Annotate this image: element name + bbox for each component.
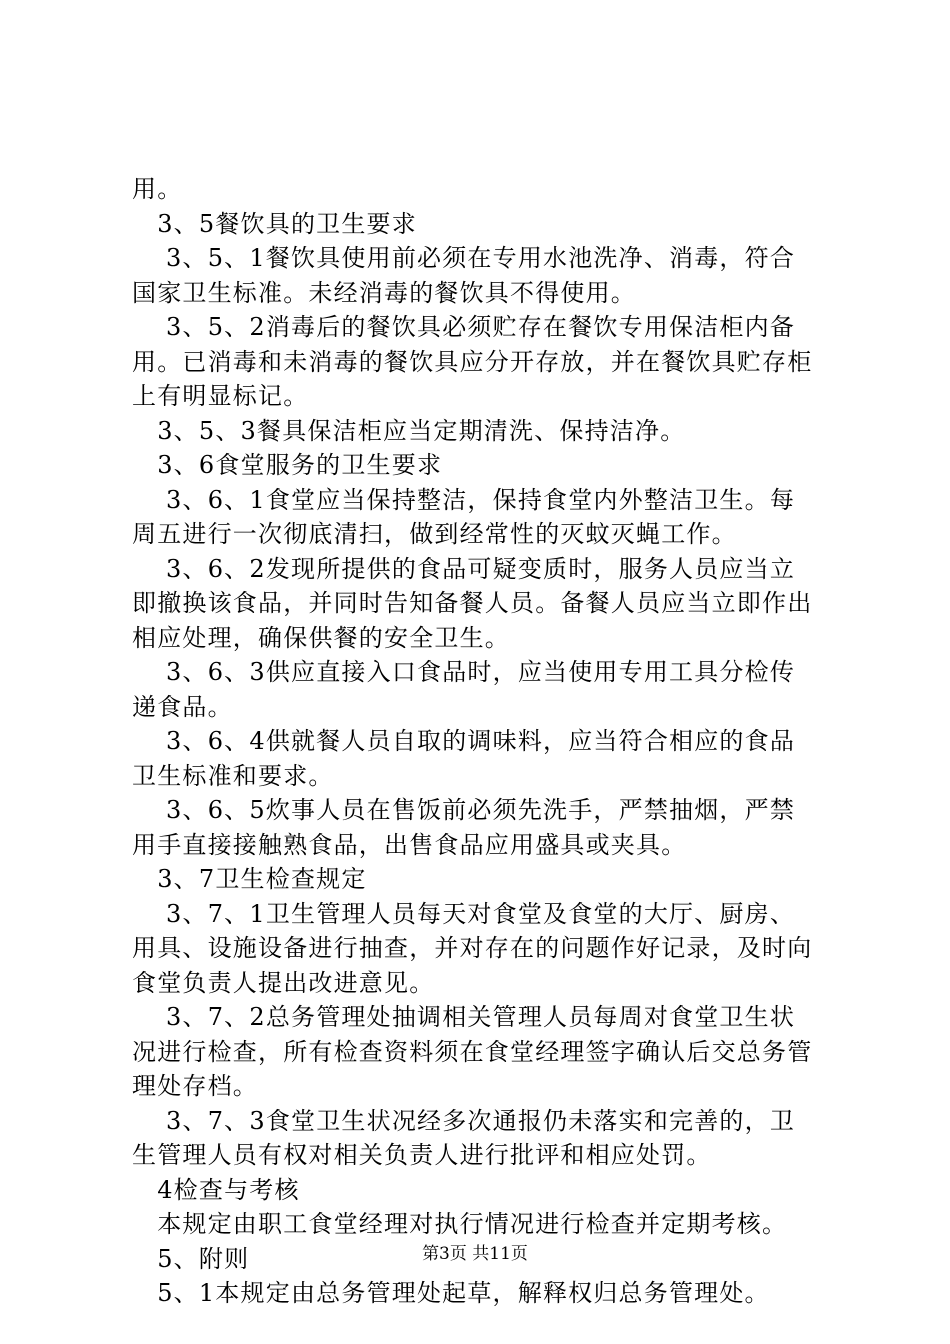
text-line: 用。 (132, 175, 183, 203)
text-line: 3、6、5炊事人员在售饭前必须先洗手，严禁抽烟，严禁 (132, 796, 796, 824)
text-line: 用。已消毒和未消毒的餐饮具应分开存放，并在餐饮具贮存柜 (132, 347, 813, 376)
text-line: 用手直接接触熟食品，出售食品应用盛具或夹具。 (132, 830, 687, 859)
text-line: 用具、设施设备进行抽查，并对存在的问题作好记录，及时向 (132, 934, 813, 962)
text-line: 5、1本规定由总务管理处起草，解释权归总务管理处。 (132, 1279, 770, 1307)
text-line: 3、5、3餐具保洁柜应当定期清洗、保持洁净。 (132, 416, 686, 445)
text-line: 3、6、1食堂应当保持整洁，保持食堂内外整洁卫生。每 (132, 485, 796, 514)
text-line: 即撤换该食品，并同时告知备餐人员。备餐人员应当立即作出 (132, 589, 813, 617)
text-line: 3、5餐饮具的卫生要求 (132, 209, 417, 238)
text-line: 上有明显标记。 (132, 382, 309, 410)
text-line: 3、5、1餐饮具使用前必须在专用水池洗净、消毒，符合 (132, 244, 796, 272)
text-line: 3、5、2消毒后的餐饮具必须贮存在餐饮专用保洁柜内备 (132, 313, 796, 341)
text-line: 卫生标准和要求。 (132, 761, 334, 790)
text-line: 3、7卫生检查规定 (132, 865, 367, 893)
text-line: 况进行检查，所有检查资料须在食堂经理签字确认后交总务管 (132, 1037, 813, 1066)
text-line: 本规定由职工食堂经理对执行情况进行检查并定期考核。 (132, 1210, 788, 1238)
text-line: 3、7、1卫生管理人员每天对食堂及食堂的大厅、厨房、 (132, 899, 796, 928)
text-line: 3、6、4供就餐人员自取的调味料，应当符合相应的食品 (132, 727, 796, 755)
text-line: 3、6、2发现所提供的食品可疑变质时，服务人员应当立 (132, 554, 796, 583)
page-footer: 第3页 共11页 (422, 1244, 528, 1264)
document-body (132, 172, 832, 1311)
text-line: 生管理人员有权对相关负责人进行批评和相应处罚。 (132, 1141, 712, 1169)
text-line: 5、附则 (132, 1244, 250, 1273)
text-line: 4检查与考核 (132, 1175, 300, 1204)
text-line: 递食品。 (132, 692, 233, 721)
text-line: 理处存档。 (132, 1072, 258, 1100)
text-line: 3、7、2总务管理处抽调相关管理人员每周对食堂卫生状 (132, 1003, 796, 1031)
text-line: 相应处理，确保供餐的安全卫生。 (132, 623, 510, 652)
text-line: 3、6食堂服务的卫生要求 (132, 451, 443, 479)
text-line: 周五进行一次彻底清扫，做到经常性的灭蚊灭蝇工作。 (132, 520, 737, 548)
text-line: 食堂负责人提出改进意见。 (132, 968, 435, 997)
text-line: 国家卫生标准。未经消毒的餐饮具不得使用。 (132, 278, 636, 307)
text-line: 3、7、3食堂卫生状况经多次通报仍未落实和完善的，卫 (132, 1106, 796, 1135)
text-line: 3、6、3供应直接入口食品时，应当使用专用工具分检传 (132, 658, 796, 686)
